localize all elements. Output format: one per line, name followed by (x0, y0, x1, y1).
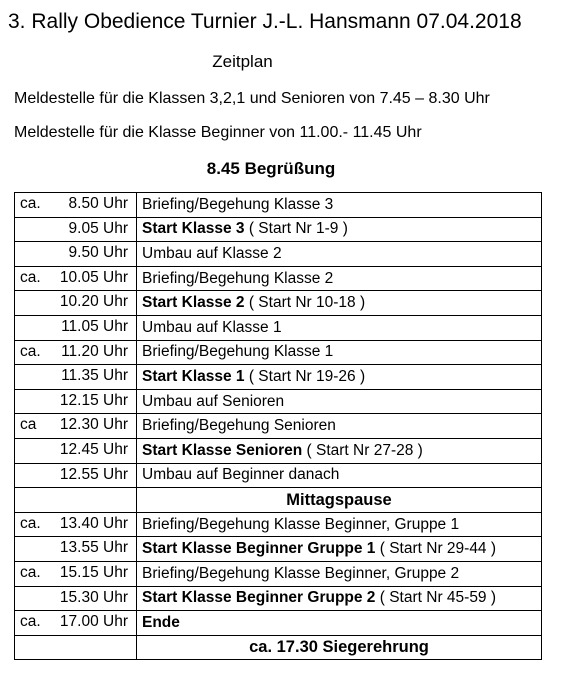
activity-cell (137, 438, 542, 463)
activity-cell (137, 463, 542, 488)
time-cell (15, 193, 137, 218)
time-value: 10.20 Uhr (59, 293, 128, 311)
activity-cell (137, 193, 542, 218)
table-row (15, 315, 542, 340)
time-value: 11.35 Uhr (61, 367, 128, 385)
table-row (15, 611, 542, 636)
time-cell (15, 365, 137, 390)
section-cell: Mittagspause (137, 488, 542, 513)
time-cell (15, 414, 137, 439)
activity-text: Briefing/Begehung Klasse 3 (142, 195, 334, 213)
activity-bold: Start Klasse Senioren (142, 441, 303, 459)
time-cell (15, 340, 137, 365)
time-value: 8.50 Uhr (68, 195, 128, 212)
activity-text: Umbau auf Klasse 2 (142, 244, 282, 262)
time-cell (15, 635, 137, 660)
activity-text: ( Start Nr 27-28 ) (302, 441, 423, 459)
time-prefix: ca (20, 416, 37, 434)
activity-text: ( Start Nr 1-9 ) (244, 220, 348, 238)
table-row (15, 266, 542, 291)
time-cell (15, 586, 137, 611)
table-row (15, 242, 542, 267)
time-value: 10.05 Uhr (59, 268, 128, 286)
activity-bold: Start Klasse 3 (142, 220, 245, 238)
time-prefix: ca. (20, 268, 41, 286)
table-row (15, 389, 542, 414)
activity-bold: Start Klasse 2 (142, 294, 245, 312)
time-cell (15, 512, 137, 537)
time-cell (15, 315, 137, 340)
time-cell (15, 561, 137, 586)
activity-bold: Start Klasse Beginner Gruppe 2 (142, 589, 376, 607)
activity-text: ( Start Nr 29-44 ) (375, 540, 497, 558)
activity-cell (137, 266, 542, 291)
time-cell (15, 488, 137, 513)
activity-bold: Ende (142, 613, 180, 631)
activity-bold: Start Klasse Beginner Gruppe 1 (142, 540, 376, 558)
time-cell (15, 242, 137, 267)
table-row (15, 463, 542, 488)
section-cell: ca. 17.30 Siegerehrung (137, 635, 542, 660)
time-value: 15.15 Uhr (59, 563, 128, 581)
activity-cell (137, 217, 542, 242)
activity-cell (137, 611, 542, 636)
activity-cell (137, 340, 542, 365)
time-prefix: ca. (20, 514, 41, 532)
activity-text: ( Start Nr 45-59 ) (375, 589, 497, 607)
activity-text: Briefing/Begehung Klasse 2 (142, 269, 334, 287)
time-value: 15.30 Uhr (59, 588, 128, 606)
activity-cell (137, 561, 542, 586)
activity-cell (137, 365, 542, 390)
registration-line-classes: Meldestelle für die Klassen 3,2,1 und Senioren von 7.45 – 8.30 Uhr (14, 90, 490, 107)
activity-cell (137, 315, 542, 340)
activity-cell (137, 291, 542, 316)
schedule-heading: Zeitplan (212, 52, 273, 71)
time-value: 9.50 Uhr (68, 244, 128, 262)
table-row (15, 561, 542, 586)
time-value: 9.05 Uhr (68, 219, 128, 237)
greeting-heading: 8.45 Begrüßung (206, 159, 336, 178)
time-prefix: ca. (20, 613, 41, 631)
activity-text: Briefing/Begehung Klasse 1 (142, 343, 334, 361)
time-cell (15, 217, 137, 242)
activity-cell (137, 242, 542, 267)
table-row (15, 512, 542, 537)
activity-text: Umbau auf Senioren (142, 392, 285, 410)
activity-cell (137, 414, 542, 439)
time-cell (15, 463, 137, 488)
time-prefix: ca. (20, 563, 41, 581)
activity-cell (137, 537, 542, 562)
activity-text: Umbau auf Beginner danach (142, 466, 340, 484)
schedule-table (14, 192, 542, 660)
time-value: 17.00 Uhr (59, 613, 128, 631)
time-cell (15, 537, 137, 562)
table-row (15, 488, 542, 513)
table-row (15, 340, 542, 365)
time-prefix: ca. (20, 342, 41, 360)
activity-text: Briefing/Begehung Senioren (142, 417, 336, 435)
activity-text: ( Start Nr 10-18 ) (244, 294, 366, 312)
time-value: 12.15 Uhr (59, 391, 128, 409)
time-value: 13.55 Uhr (59, 539, 128, 557)
time-value: 12.30 Uhr (59, 416, 128, 434)
registration-line-beginner: Meldestelle für die Klasse Beginner von 11.00.- 11.45 Uhr (14, 124, 422, 141)
time-value: 12.55 Uhr (59, 465, 128, 483)
schedule-table-body (15, 193, 542, 660)
time-cell (15, 611, 137, 636)
activity-bold: Start Klasse 1 (142, 367, 245, 385)
table-row (15, 365, 542, 390)
table-row (15, 586, 542, 611)
time-value: 13.40 Uhr (59, 514, 128, 532)
table-row (15, 438, 542, 463)
activity-text: ( Start Nr 19-26 ) (244, 367, 366, 385)
table-row (15, 635, 542, 660)
time-value: 12.45 Uhr (59, 440, 128, 458)
time-cell (15, 291, 137, 316)
time-value: 11.20 Uhr (61, 342, 128, 360)
activity-text: Briefing/Begehung Klasse Beginner, Gruppe 2 (142, 564, 460, 582)
activity-text: Briefing/Begehung Klasse Beginner, Gruppe 1 (142, 515, 460, 533)
activity-cell (137, 586, 542, 611)
time-prefix: ca. (20, 195, 41, 212)
time-cell (15, 438, 137, 463)
activity-cell (137, 389, 542, 414)
document-title: 3. Rally Obedience Turnier J.-L. Hansmann 07.04.2018 (8, 10, 522, 33)
activity-cell (137, 512, 542, 537)
time-value: 11.05 Uhr (61, 317, 128, 335)
table-row (15, 193, 542, 218)
time-cell (15, 389, 137, 414)
table-row (15, 217, 542, 242)
table-row (15, 414, 542, 439)
time-cell (15, 266, 137, 291)
table-row (15, 537, 542, 562)
table-row (15, 291, 542, 316)
activity-text: Umbau auf Klasse 1 (142, 318, 282, 336)
